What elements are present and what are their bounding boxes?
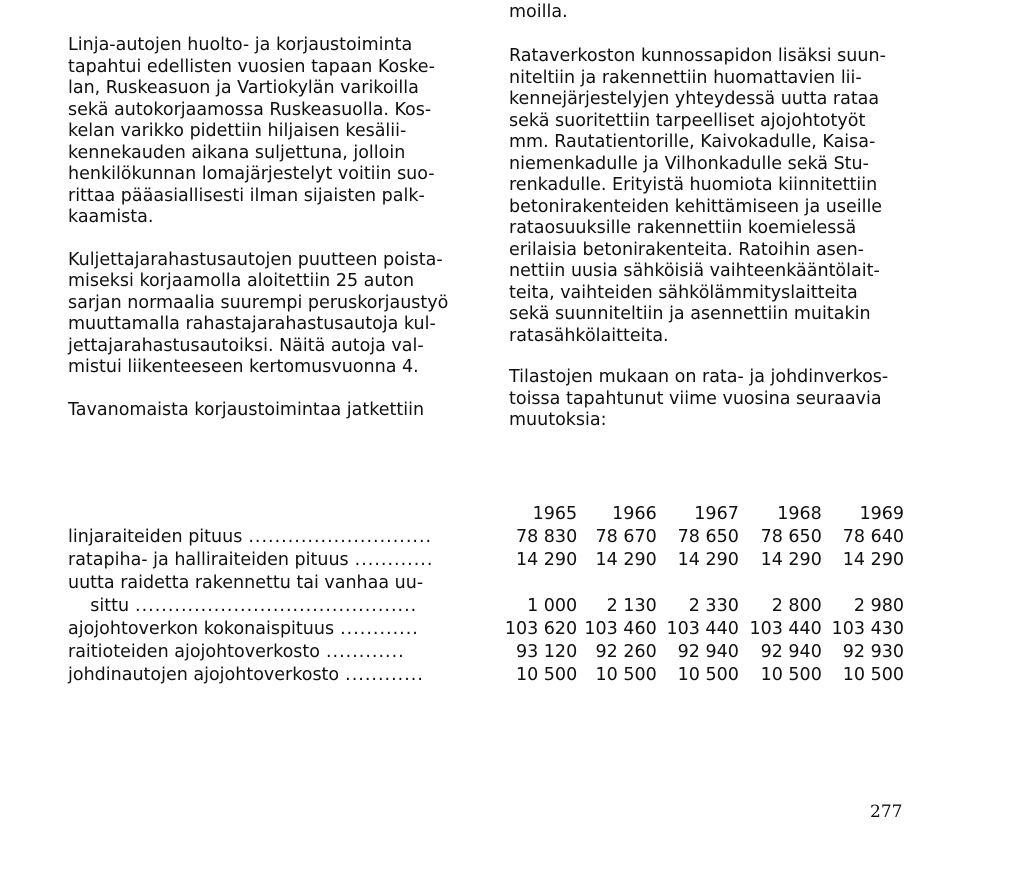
value-cell: 78 830 <box>515 527 578 547</box>
text-line: mistui liikenteeseen kertomusvuonna 4. <box>68 357 419 377</box>
network-statistics-table <box>68 503 908 687</box>
text-line: ratasähkölaitteita. <box>509 325 669 346</box>
text-line: renkadulle. Erityistä huomiota kiinnitettiin <box>509 175 878 195</box>
value-cell <box>581 572 661 595</box>
table-row <box>68 526 908 549</box>
text-line: niteltiin ja rakennettiin huomattavien lii- <box>509 67 862 88</box>
value-cell <box>661 572 743 595</box>
value-cell: 14 290 <box>677 550 739 570</box>
paragraph-bus-conversion <box>68 250 478 379</box>
right-text-column <box>509 46 929 432</box>
value-cell: 10 500 <box>677 665 739 685</box>
value-cell: 10 500 <box>595 665 657 685</box>
leader-dots: ........................................... <box>135 596 418 616</box>
text-line: teita, vaihteiden sähkölämmityslaitteita <box>509 282 858 303</box>
text-line: sekä suunniteltiin ja asennettiin muitakin <box>509 304 871 324</box>
table-row <box>68 549 908 572</box>
text-line: henkilökunnan lomajärjestelyt voitiin suo- <box>68 164 435 184</box>
row-label <box>68 641 493 664</box>
text-line: Tilastojen mukaan on rata- ja johdinverkos- <box>509 367 889 387</box>
year-header: 1969 <box>859 504 904 524</box>
paragraph-bus-maintenance <box>68 35 478 229</box>
text-line: tapahtui edellisten vuosien tapaan Koske- <box>68 56 435 77</box>
value-cell: 103 440 <box>749 619 822 639</box>
value-cell: 78 670 <box>595 527 657 547</box>
value-cell: 2 980 <box>853 596 904 616</box>
text-line: muuttamalla rahastajarahastusautoja kul- <box>68 314 436 334</box>
left-text-column <box>68 35 478 421</box>
row-label-text: linjaraiteiden pituus <box>68 527 243 547</box>
text-line: sekä autokorjaamossa Ruskeasuolla. Kos- <box>68 99 432 120</box>
value-cell: 103 440 <box>666 619 739 639</box>
row-label <box>68 549 493 572</box>
value-cell: 78 640 <box>842 527 904 547</box>
year-header-row <box>68 503 908 526</box>
year-header: 1967 <box>694 504 739 524</box>
value-cell: 92 260 <box>595 642 657 662</box>
leader-dots: ............ <box>325 642 405 662</box>
text-line: Linja-autojen huolto- ja korjaustoiminta <box>68 35 413 55</box>
value-cell: 78 650 <box>760 527 822 547</box>
row-label-text: raitioteiden ajojohtoverkosto <box>68 642 320 662</box>
text-line: sekä suoritettiin tarpeelliset ajojohtotyöt <box>509 110 866 131</box>
text-line: kelan varikko pidettiin hiljaisen kesälii- <box>68 121 407 141</box>
text-line: rataosuuksille rakennettiin koemielessä <box>509 218 857 238</box>
value-cell: 92 930 <box>842 642 904 662</box>
row-label-text: ratapiha- ja halliraiteiden pituus <box>68 550 349 570</box>
table-row <box>68 572 908 595</box>
value-cell: 14 290 <box>595 550 657 570</box>
value-cell <box>743 572 826 595</box>
row-label-text: uutta raidetta rakennettu tai vanhaa uu- <box>68 573 424 593</box>
leader-dots: ............ <box>340 619 419 639</box>
value-cell: 14 290 <box>842 550 904 570</box>
paragraph-statistics-intro <box>509 367 929 432</box>
text-line: kaamista. <box>68 207 154 227</box>
value-cell: 14 290 <box>515 550 578 570</box>
text-line: erilaisia betonirakenteita. Ratoihin asen- <box>509 239 864 260</box>
label-header <box>68 503 493 526</box>
text-line: kennekauden aikana suljettuna, jolloin <box>68 142 406 163</box>
table-row <box>68 595 908 618</box>
value-cell <box>826 572 908 595</box>
value-cell: 93 120 <box>515 642 578 662</box>
row-label-text: johdinautojen ajojohtoverkosto <box>68 665 340 685</box>
paragraph-track-maintenance <box>509 46 929 347</box>
value-cell: 92 940 <box>760 642 822 662</box>
row-label-text: sittu <box>68 596 130 616</box>
value-cell: 103 620 <box>504 619 578 639</box>
value-cell: 78 650 <box>677 527 739 547</box>
fragment-line: moilla. <box>509 2 568 22</box>
value-cell: 92 940 <box>677 642 739 662</box>
row-label <box>68 572 493 595</box>
text-line: nettiin uusia sähköisiä vaihteenkääntölait- <box>509 261 880 281</box>
text-line: miseksi korjaamolla aloitettiin 25 auton <box>68 271 415 291</box>
row-label <box>68 595 493 618</box>
value-cell: 10 500 <box>515 665 578 685</box>
table-row <box>68 641 908 664</box>
row-label <box>68 526 493 549</box>
text-line: sarjan normaalia suurempi peruskorjaustyö <box>68 292 449 313</box>
value-cell: 2 800 <box>771 596 822 616</box>
text-line: jettajarahastusautoiksi. Näitä autoja val- <box>68 335 424 356</box>
value-cell: 103 460 <box>584 619 657 639</box>
continued-text-fragment <box>509 2 568 24</box>
value-cell: 103 430 <box>831 619 904 639</box>
text-line: muutoksia: <box>509 410 607 430</box>
paragraph-routine-repair <box>68 400 478 422</box>
value-cell: 14 290 <box>760 550 822 570</box>
year-header: 1965 <box>532 504 578 524</box>
text-line: Rataverkoston kunnossapidon lisäksi suun- <box>509 46 886 66</box>
text-line: lan, Ruskeasuon ja Vartiokylän varikoilla <box>68 78 419 98</box>
value-cell: 2 130 <box>606 596 657 616</box>
value-cell: 10 500 <box>842 665 904 685</box>
text-line: betonirakenteiden kehittämiseen ja useille <box>509 196 883 217</box>
year-header: 1968 <box>777 504 822 524</box>
table-row <box>68 664 908 687</box>
text-line: rittaa pääasiallisesti ilman sijaisten palk- <box>68 185 425 206</box>
value-cell: 2 330 <box>688 596 739 616</box>
value-cell: 10 500 <box>760 665 822 685</box>
text-line: kennejärjestelyjen yhteydessä uutta rataa <box>509 89 880 109</box>
value-cell: 1 000 <box>527 596 578 616</box>
leader-dots: ............................ <box>248 527 433 547</box>
page-number: 277 <box>870 802 903 822</box>
leader-dots: ............ <box>354 550 434 570</box>
row-label-text: ajojohtoverkon kokonaispituus <box>68 619 335 639</box>
text-line: niemenkadulle ja Vilhonkadulle sekä Stu- <box>509 153 869 174</box>
table-row <box>68 618 908 641</box>
text-line: Tavanomaista korjaustoimintaa jatkettiin <box>68 399 425 420</box>
text-line: mm. Rautatientorille, Kaivokadulle, Kaisa- <box>509 132 876 152</box>
leader-dots: ............ <box>345 665 424 685</box>
text-line: toissa tapahtunut viime vuosina seuraavia <box>509 388 882 409</box>
row-label <box>68 618 493 641</box>
text-line: Kuljettajarahastusautojen puutteen poista- <box>68 249 443 270</box>
year-header: 1966 <box>612 504 657 524</box>
value-cell <box>493 572 581 595</box>
row-label <box>68 664 493 687</box>
